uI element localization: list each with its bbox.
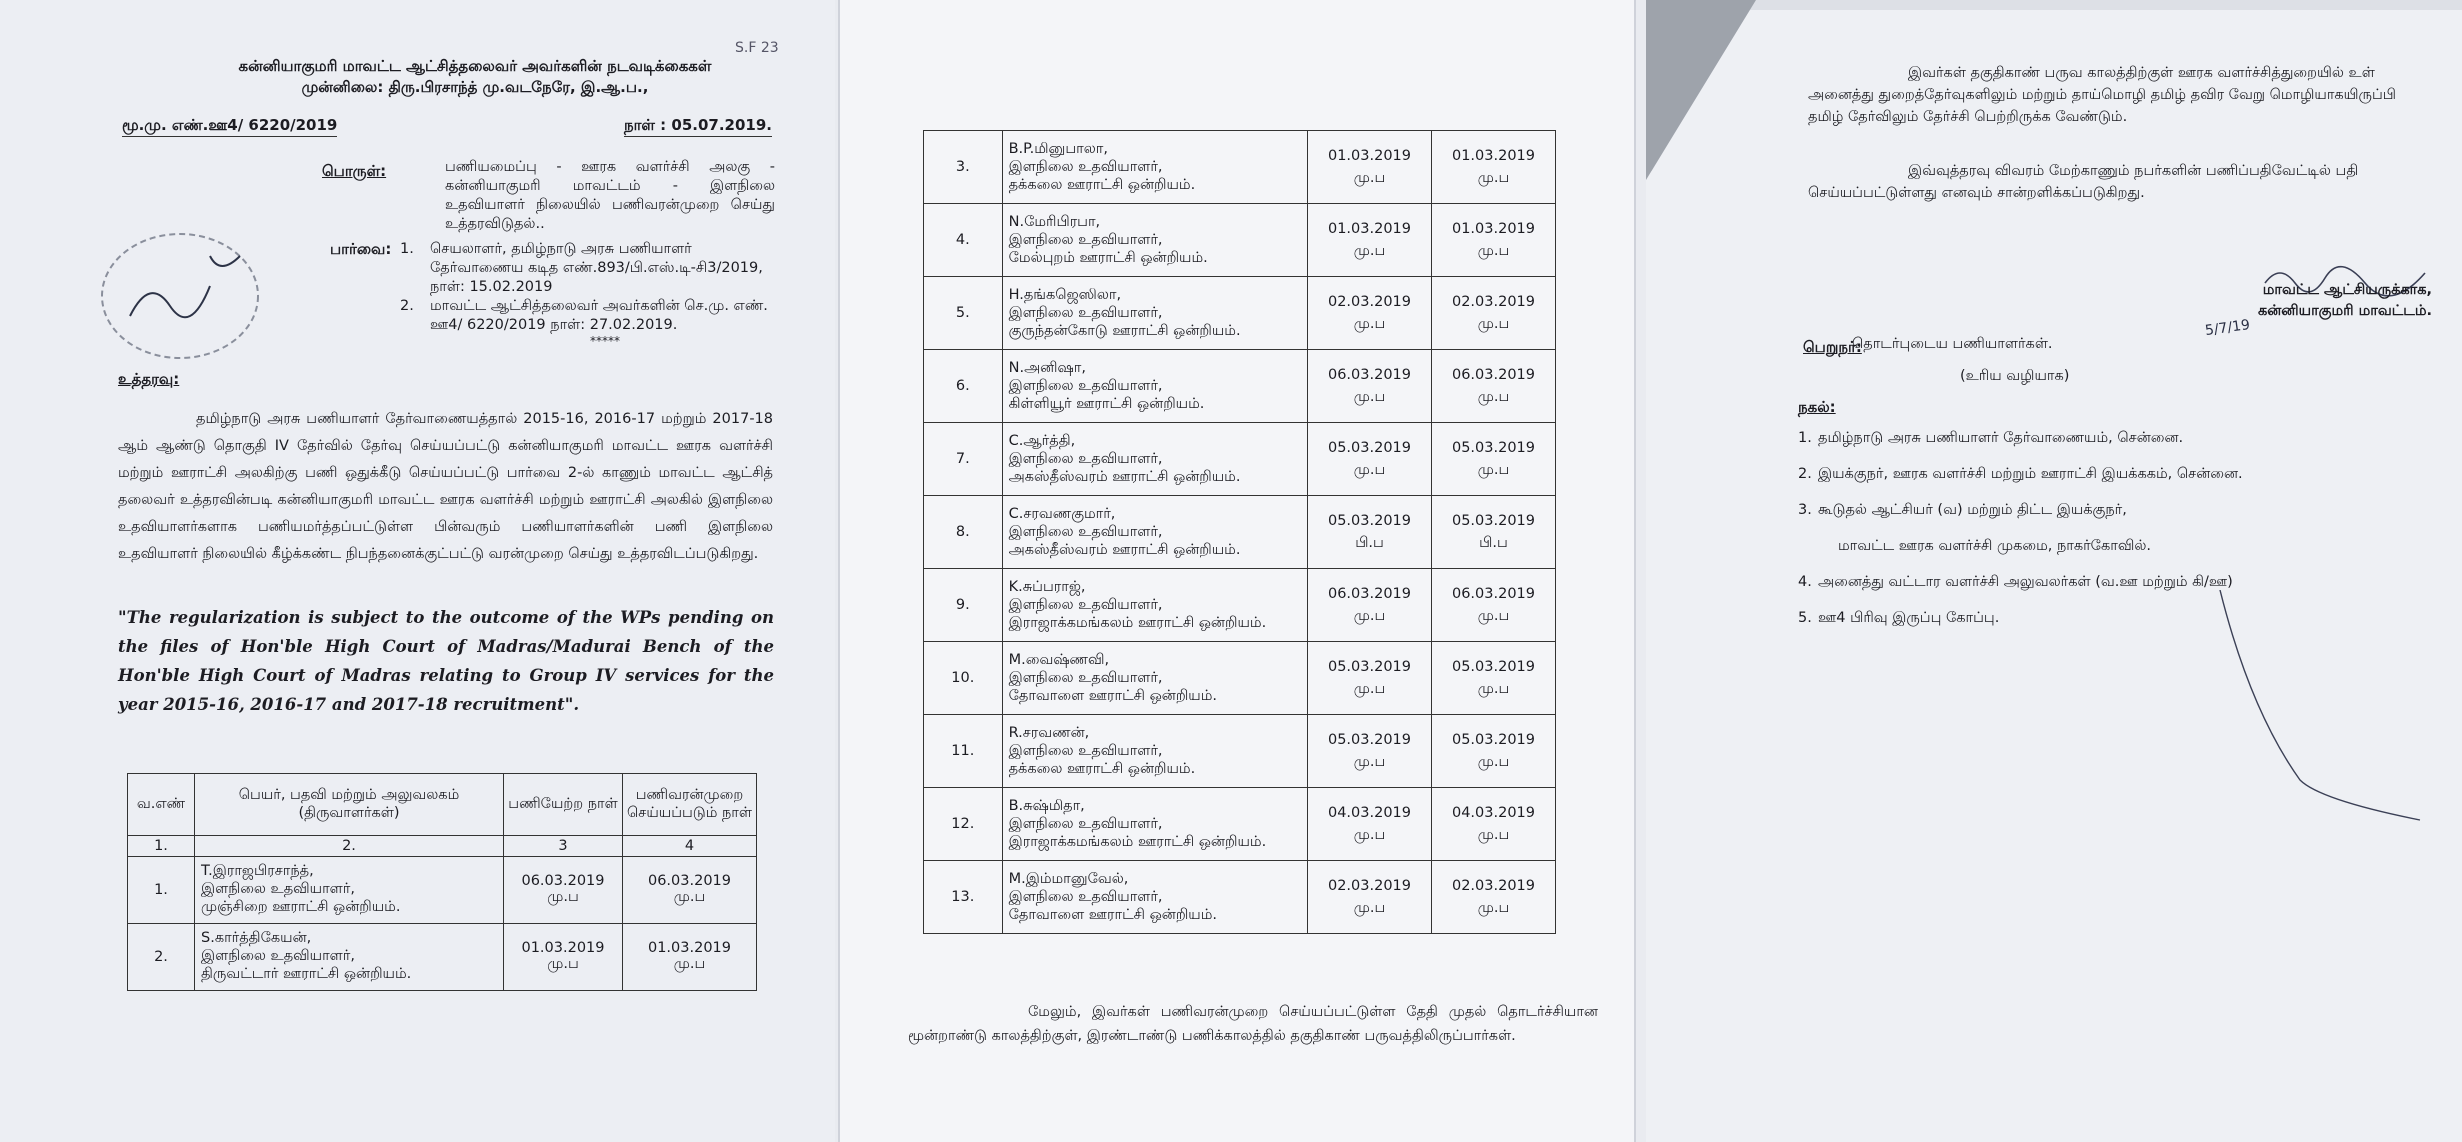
index-cell: 3	[504, 836, 623, 857]
copy-list	[1798, 420, 2243, 636]
recipient-label: பெறுநர்:	[1803, 338, 1862, 356]
reference-label: பார்வை:	[330, 240, 392, 258]
col-name-post-office: பெயர், பதவி மற்றும் அலுவலகம் (திருவாளர்கள்)	[195, 774, 504, 836]
separator-stars: *****	[590, 334, 620, 348]
copy-label: நகல்:	[1798, 398, 1836, 416]
recipient-via: (உரிய வழியாக)	[1960, 368, 2070, 384]
col-regularization-date: பணிவரன்முறை செய்யப்படும் நாள்	[623, 774, 757, 836]
table-row: 1. T.இராஜபிரசாந்த், இளநிலை உதவியாளர், முஞ்சிறை ஊராட்சி ஒன்றியம். 06.03.2019 மு.ப 06.03.2019 மு.ப	[128, 857, 757, 924]
reference-list	[400, 240, 775, 335]
table-row: 12. B.சுஷ்மிதா, இளநிலை உதவியாளர், இராஜாக்கமங்கலம் ஊராட்சி ஒன்றியம். 04.03.2019 மு.ப 04.03.2019 மு.ப	[924, 788, 1556, 861]
recipient: தொடர்புடைய பணியாளர்கள்.	[1852, 336, 2053, 352]
order-label: உத்தரவு:	[118, 370, 180, 388]
reference-item: 2. மாவட்ட ஆட்சித்தலைவர் அவர்களின் செ.மு. எண். ஊ4/ 6220/2019 நாள்: 27.02.2019.	[400, 298, 768, 333]
reference-item: 1. செயலாளர், தமிழ்நாடு அரசு பணியாளர் தேர்வாணைய கடித எண்.893/பி.எஸ்.டி-சி3/2019, நாள்: 15.02.2019	[400, 241, 763, 295]
table-row: 6. N.அனிஷா, இளநிலை உதவியாளர், கிள்ளியூர் ஊராட்சி ஒன்றியம். 06.03.2019 மு.ப 06.03.2019 மு.ப	[924, 350, 1556, 423]
certification-note: இவ்வுத்தரவு விவரம் மேற்காணும் நபர்களின் பணிப்பதிவேட்டில் பதி செய்யப்பட்டுள்ளது எனவும் சான்றளிக்கப்படுகிறது.	[1808, 163, 2359, 201]
margin-note: S.F 23	[735, 40, 779, 56]
order-date: நாள் : 05.07.2019.	[624, 116, 772, 137]
subject-label: பொருள்:	[322, 162, 387, 180]
table-row: 4. N.மேரிபிரபா, இளநிலை உதவியாளர், மேல்புறம் ஊராட்சி ஒன்றியம். 01.03.2019 மு.ப 01.03.2019 மு.ப	[924, 204, 1556, 277]
document-header	[205, 56, 735, 98]
copy-item: 1. தமிழ்நாடு அரசு பணியாளர் தேர்வாணையம், சென்னை.	[1798, 430, 2184, 446]
employee-table-page2-wrap	[923, 130, 1556, 934]
table-row: 2. S.கார்த்திகேயன், இளநிலை உதவியாளர், திருவட்டார் ஊராட்சி ஒன்றியம். 01.03.2019 மு.ப 01.03.2019 மு.ப	[128, 924, 757, 991]
round-seal-stamp	[90, 196, 270, 376]
copy-item: 3. கூடுதல் ஆட்சியர் (வ) மற்றும் திட்ட இயக்குநர்,	[1798, 502, 2127, 518]
signatory-block: மாவட்ட ஆட்சியருக்காக, கன்னியாகுமரி மாவட்டம்.	[2257, 282, 2432, 319]
table-row: 7. C.ஆர்த்தி, இளநிலை உதவியாளர், அகஸ்தீஸ்வரம் ஊராட்சி ஒன்றியம். 05.03.2019 மு.ப 05.03.2019 மு.ப	[924, 423, 1556, 496]
order-text: தமிழ்நாடு அரசு பணியாளர் தேர்வாணையத்தால் 2015-16, 2016-17 மற்றும் 2017-18 ஆம் ஆண்டு தொகுதி IV தேர்வில் தேர்வு செய்யப்பட்டு கன்னியாகுமரி மாவட்ட ஊரக வளர்ச்சி மற்றும் ஊராட்சி அலகிற்கு பணி ஒதுக்கீடு செய்யப்பட்டு பார்வை 2-ல் காணும் மாவட்ட ஆட்சித் தலைவர் உத்தரவின்படி கன்னியாகுமரி மாவட்ட ஊரக வளர்ச்சி மற்றும் ஊராட்சி அலகில் இளநிலை உதவியாளர்களாக பணியமர்த்தப்பட்டுள்ள பின்வரும் பணியாளர்களின் பணி இளநிலை உதவியாளர் நிலையில் கீழ்க்கண்ட நிபந்தனைக்குட்பட்டு வரன்முறை செய்து உத்தரவிடப்படுகிறது.	[118, 411, 773, 562]
index-cell: 4	[623, 836, 757, 857]
copy-item: மாவட்ட ஊரக வளர்ச்சி முகமை, நாகர்கோவில்.	[1838, 538, 2151, 554]
employee-table-page1	[127, 773, 757, 991]
table-row: 5. H.தங்கஜெஸிலா, இளநிலை உதவியாளர், குருந்தன்கோடு ஊராட்சி ஒன்றியம். 02.03.2019 மு.ப 02.03.2019 மு.ப	[924, 277, 1556, 350]
index-cell: 1.	[128, 836, 195, 857]
file-date-row	[122, 116, 772, 137]
header-presiding-officer: முன்னிலை: திரு.பிரசாந்த் மு.வடநேரே, இ.ஆ.ப.,	[301, 78, 649, 96]
copy-item: 5. ஊ4 பிரிவு இருப்பு கோப்பு.	[1798, 610, 2000, 626]
copy-item: 4. அனைத்து வட்டார வளர்ச்சி அலுவலர்கள் (வ.ஊ மற்றும் கி/ஊ)	[1798, 574, 2233, 590]
col-joining-date: பணியேற்ற நாள்	[504, 774, 623, 836]
probation-condition: இவர்கள் தகுதிகாண் பருவ காலத்திற்குள் ஊரக வளர்ச்சித்துறையில் உள் அனைத்து துறைத்தேர்வுகளிலும் மற்றும் தாய்மொழி தமிழ் தவிர வேறு மொழியாகயிருப்பி தமிழ் தேர்விலும் தேர்ச்சி பெற்றிருக்க வேண்டும்.	[1808, 65, 2397, 125]
file-number: மூ.மு. எண்.ஊ4/ 6220/2019	[122, 116, 337, 137]
copy-item: 2. இயக்குநர், ஊரக வளர்ச்சி மற்றும் ஊராட்சி இயக்ககம், சென்னை.	[1798, 466, 2243, 482]
header-title: கன்னியாகுமரி மாவட்ட ஆட்சித்தலைவர் அவர்களின் நடவடிக்கைகள்	[238, 57, 712, 75]
subject-text: பணியமைப்பு - ஊரக வளர்ச்சி அலகு - கன்னியாகுமரி மாவட்டம் - இளநிலை உதவியாளர் நிலையில் பணிவரன்முறை செய்து உத்தரவிடுதல்..	[445, 159, 775, 232]
table-row: 9. K.சுப்பராஜ், இளநிலை உதவியாளர், இராஜாக்கமங்கலம் ஊராட்சி ஒன்றியம். 06.03.2019 மு.ப 06.03.2019 மு.ப	[924, 569, 1556, 642]
employee-table-page2	[923, 130, 1556, 934]
table-row: 11. R.சரவணன், இளநிலை உதவியாளர், தக்கலை ஊராட்சி ஒன்றியம். 05.03.2019 மு.ப 05.03.2019 மு.ப	[924, 715, 1556, 788]
table-row: 3. B.P.மினுபாலா, இளநிலை உதவியாளர், தக்கலை ஊராட்சி ஒன்றியம். 01.03.2019 மு.ப 01.03.2019 மு.ப	[924, 131, 1556, 204]
col-serial: வ.எண்	[128, 774, 195, 836]
index-cell: 2.	[195, 836, 504, 857]
table-row: 8. C.சரவணகுமார், இளநிலை உதவியாளர், அகஸ்தீஸ்வரம் ஊராட்சி ஒன்றியம். 05.03.2019 பி.ப 05.03.2019 பி.ப	[924, 496, 1556, 569]
probation-note: மேலும், இவர்கள் பணிவரன்முறை செய்யப்பட்டுள்ள தேதி முதல் தொடர்ச்சியான மூன்றாண்டு காலத்திற்குள், இரண்டாண்டு பணிக்காலத்தில் தகுதிகாண் பருவத்திலிருப்பார்கள்.	[908, 1004, 1598, 1044]
table-row: 13. M.இம்மானுவேல், இளநிலை உதவியாளர், தோவாளை ஊராட்சி ஒன்றியம். 02.03.2019 மு.ப 02.03.2019 மு.ப	[924, 861, 1556, 934]
pen-mark	[2210, 590, 2450, 850]
regularization-condition: "The regularization is subject to the outcome of the WPs pending on the files of Hon'ble High Court of Madras/Madurai Bench of the Hon'ble High Court of Madras relating to Group IV services for the year 2015-16, 2016-17 and 2017-18 recruitment".	[118, 608, 774, 714]
initial-date-note: 5/7/19	[2204, 316, 2251, 340]
table-row: 10. M.வைஷ்ணவி, இளநிலை உதவியாளர், தோவாளை ஊராட்சி ஒன்றியம். 05.03.2019 மு.ப 05.03.2019 மு.ப	[924, 642, 1556, 715]
